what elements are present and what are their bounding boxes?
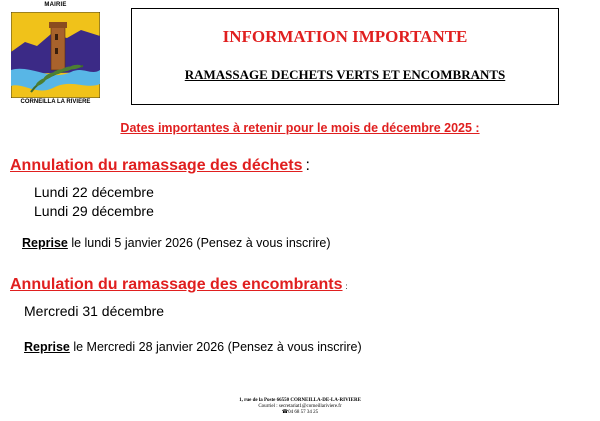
footer-address: 1, rue de la Poste 66550 CORNEILLA-DE-LA-RIVIERE	[239, 398, 361, 403]
header-box	[131, 8, 559, 105]
reprise-label: Reprise	[22, 236, 68, 250]
section-title-text: Annulation du ramassage des déchets	[10, 157, 303, 174]
section-title-dechets	[10, 157, 310, 175]
logo-bottom-text: CORNEILLA LA RIVIERE	[20, 99, 91, 105]
reprise-text: le lundi 5 janvier 2026 (Pensez à vous inscrire)	[67, 236, 331, 250]
reprise-label: Reprise	[24, 340, 70, 354]
important-dates-notice: Dates importantes à retenir pour le mois de décembre 2025 :	[120, 121, 480, 135]
date-item: Lundi 22 décembre	[34, 184, 154, 200]
section-colon: :	[345, 282, 348, 291]
section-title-encombrants	[10, 276, 348, 294]
section-colon: :	[305, 157, 310, 174]
coat-of-arms-icon	[11, 12, 100, 98]
section-title-text: Annulation du ramassage des encombrants	[10, 276, 343, 293]
footer-phone: ☎04 68 57 34 25	[281, 410, 319, 415]
logo-top-text: MAIRIE	[44, 2, 67, 8]
footer-email: Courriel : secretariat1@corneillariviere.fr	[258, 404, 342, 409]
mairie-logo	[8, 2, 103, 106]
date-item: Mercredi 31 décembre	[24, 303, 165, 319]
footer	[0, 398, 600, 416]
reprise-text: le Mercredi 28 janvier 2026 (Pensez à vous inscrire)	[69, 340, 362, 354]
page-title: INFORMATION IMPORTANTE	[222, 27, 468, 46]
page-subtitle: RAMASSAGE DECHETS VERTS ET ENCOMBRANTS	[184, 67, 506, 82]
date-item: Lundi 29 décembre	[34, 203, 154, 219]
reprise-line-encombrants	[24, 340, 362, 354]
reprise-line-dechets	[22, 236, 331, 250]
